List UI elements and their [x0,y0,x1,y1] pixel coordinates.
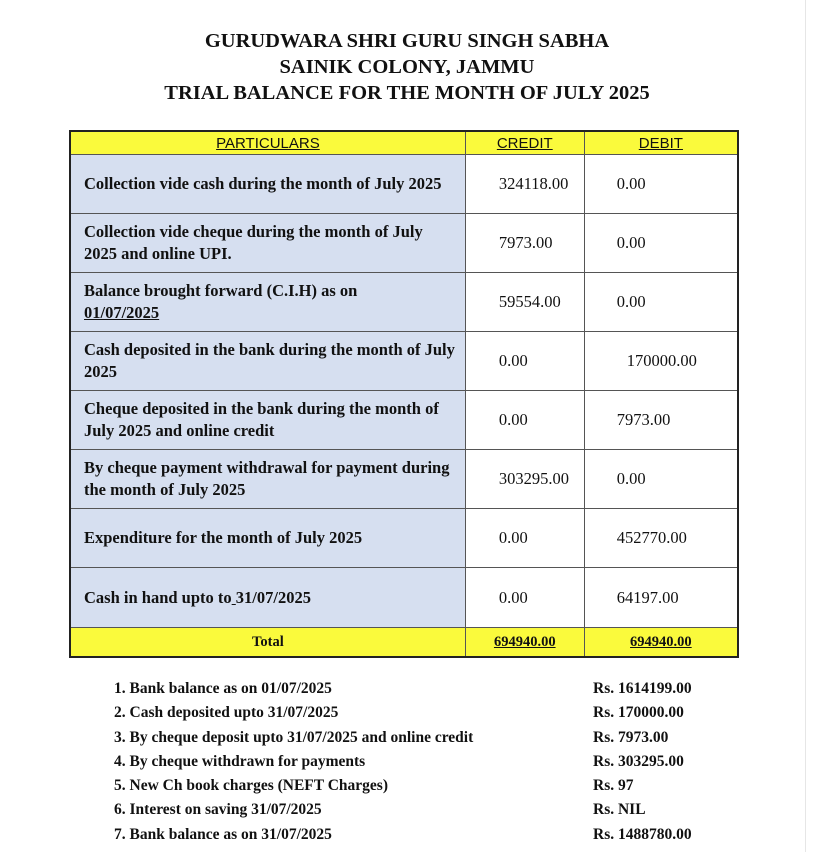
debit-cell: 170000.00 [584,332,738,391]
particular-cell: By cheque payment withdrawal for payment during the month of July 2025 [70,450,465,509]
table-row [70,450,738,509]
table-row [70,332,738,391]
org-location: SAINIK COLONY, JAMMU [279,56,535,78]
note-amount: Rs. 1614199.00 [593,680,692,697]
debit-cell: 0.00 [584,450,738,509]
note-item [114,750,754,774]
particular-cell: Cheque deposited in the bank during the month of July 2025 and online credit [70,391,465,450]
particular-cell [70,273,465,332]
note-amount: Rs. NIL [593,801,646,819]
table-row [70,273,738,332]
note-label: 6. Interest on saving 31/07/2025 [114,801,322,819]
org-name: GURUDWARA SHRI GURU SINGH SABHA [204,30,610,52]
total-credit: 694940.00 [465,628,584,658]
particular-cell: Collection vide cash during the month of July 2025 [70,155,465,214]
note-item [114,726,754,750]
credit-cell: 7973.00 [465,214,584,273]
note-item [114,798,754,822]
total-debit: 694940.00 [584,628,738,658]
note-amount: Rs. 170000.00 [593,704,684,722]
table-row [70,509,738,568]
table-header-row [70,131,738,155]
column-header-debit: DEBIT [584,131,738,155]
column-header-credit: CREDIT [465,131,584,155]
table-row [70,568,738,628]
particular-text: Cash in hand upto to [84,587,232,607]
credit-cell: 0.00 [465,509,584,568]
total-label: Total [70,628,465,658]
particular-date: 01/07/2025 [84,303,160,322]
bank-summary-notes [114,677,754,847]
particular-text: Balance brought forward (C.I.H) as on [84,281,358,300]
debit-cell: 0.00 [584,273,738,332]
credit-cell: 0.00 [465,332,584,391]
column-header-particulars: PARTICULARS [70,131,465,155]
note-label: 7. Bank balance as on 31/07/2025 [114,825,332,843]
debit-cell: 64197.00 [584,568,738,628]
debit-cell: 0.00 [584,214,738,273]
credit-cell: 0.00 [465,391,584,450]
note-item [114,677,754,701]
particular-date: 31/07/2025 [235,587,311,607]
note-amount: Rs. 97 [593,777,634,795]
table-row [70,391,738,450]
note-item [114,774,754,798]
document-title: TRIAL BALANCE FOR THE MONTH OF JULY 2025 [164,82,650,104]
table-row [70,214,738,273]
table-row [70,155,738,214]
note-item [114,823,754,847]
note-label: 4. By cheque withdrawn for payments [114,752,366,770]
particular-cell: Cash deposited in the bank during the month of July 2025 [70,332,465,391]
note-label: 5. New Ch book charges (NEFT Charges) [114,777,388,795]
note-label: 2. Cash deposited upto 31/07/2025 [114,704,339,722]
credit-cell: 324118.00 [465,155,584,214]
note-label: 3. By cheque deposit upto 31/07/2025 and online credit [114,728,474,746]
note-label: 1. Bank balance as on 01/07/2025 [114,680,332,697]
note-amount: Rs. 303295.00 [593,752,684,770]
debit-cell: 452770.00 [584,509,738,568]
note-item [114,701,754,725]
page-edge [805,0,806,852]
credit-cell: 303295.00 [465,450,584,509]
note-amount: Rs. 7973.00 [593,728,669,746]
particular-cell [70,568,465,628]
trial-balance-table [69,130,739,658]
total-row [70,628,738,658]
particular-cell: Expenditure for the month of July 2025 [70,509,465,568]
debit-cell: 0.00 [584,155,738,214]
debit-cell: 7973.00 [584,391,738,450]
credit-cell: 59554.00 [465,273,584,332]
credit-cell: 0.00 [465,568,584,628]
note-amount: Rs. 1488780.00 [593,825,692,843]
particular-cell: Collection vide cheque during the month of July 2025 and online UPI. [70,214,465,273]
document-header [0,28,814,106]
